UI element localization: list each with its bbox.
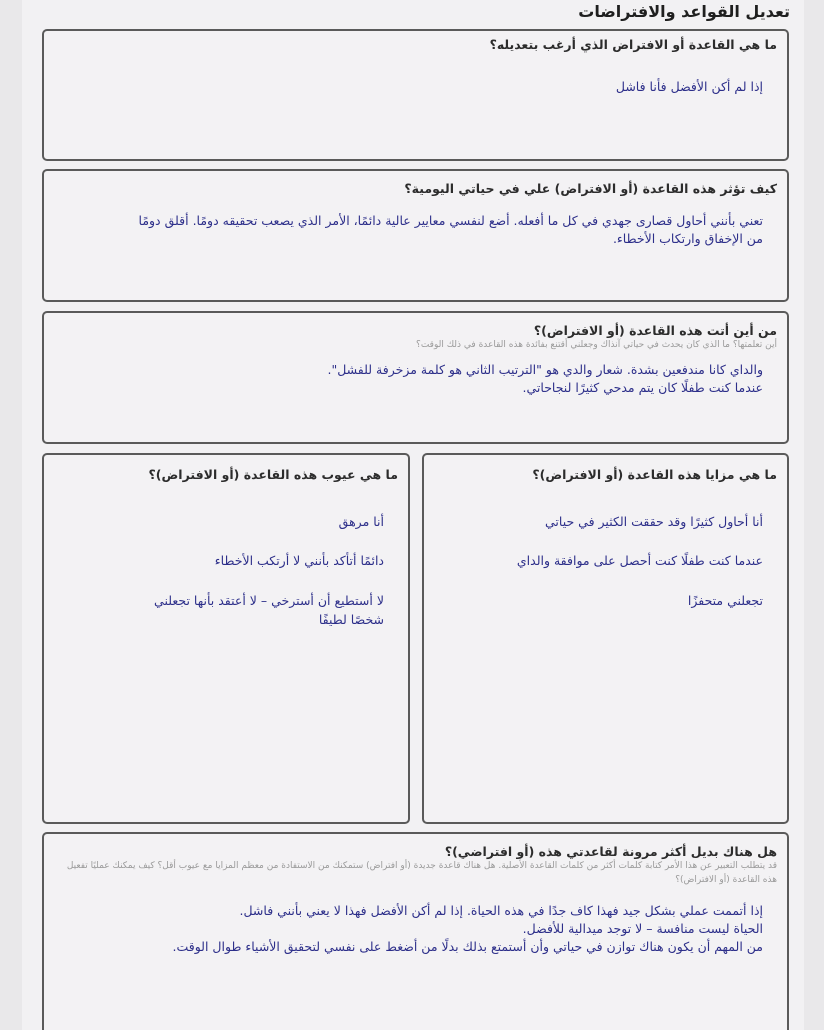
origin-answer[interactable] xyxy=(54,361,777,397)
effect-section xyxy=(42,169,789,302)
origin-answer-line: عندما كنت طفلًا كان يتم مدحي كثيرًا لنجاحاتي. xyxy=(522,380,763,396)
origin-answer-line: والداي كانا مندفعين بشدة. شعار والدي هو "الترتيب الثاني هو كلمة مزخرفة للفشل". xyxy=(327,361,763,377)
disadvantage-item: لا أستطيع أن أسترخي – لا أعتقد بأنها تجعلني شخصًا لطيفًا xyxy=(154,592,384,628)
alternative-answer-line: إذا أتممت عملي بشكل جيد فهذا كاف جدًا في هذه الحياة. إذا لم أكن الأفضل فهذا لا يعني بأنني فاشل. xyxy=(239,902,763,918)
effect-question: كيف تؤثر هذه القاعدة (أو الافتراض) علي في حياتي اليومية؟ xyxy=(404,181,777,196)
advantages-section xyxy=(422,453,789,824)
effect-answer-line: من الإخفاق وارتكاب الأخطاء. xyxy=(612,231,763,247)
disadvantages-question: ما هي عيوب هذه القاعدة (أو الافتراض)؟ xyxy=(148,467,398,482)
alternative-question: هل هناك بديل أكثر مرونة لقاعدتي هذه (أو افتراضي)؟ xyxy=(444,844,777,859)
disadvantage-item: دائمًا أتأكد بأنني لا أرتكب الأخطاء xyxy=(214,553,384,569)
advantage-item: تجعلني متحفزًا xyxy=(687,592,763,608)
origin-question: من أين أتت هذه القاعدة (أو الافتراض)؟ xyxy=(533,323,777,338)
origin-section xyxy=(42,311,789,444)
origin-hint: أين تعلمتها؟ ما الذي كان يحدث في حياتي آنذاك وجعلني أقتنع بفائدة هذه القاعدة في ذلك الوقت؟ xyxy=(416,340,777,350)
alternative-section xyxy=(42,832,789,1030)
advantage-item: عندما كنت طفلًا كنت أحصل على موافقة والداي xyxy=(516,553,763,569)
rule-section xyxy=(42,29,789,161)
alternative-answer[interactable] xyxy=(54,902,777,956)
disadvantages-list[interactable] xyxy=(138,512,398,630)
alternative-answer-line: الحياة ليست منافسة – لا توجد ميدالية للأفضل. xyxy=(522,921,763,936)
alternative-answer-line: من المهم أن يكون هناك توازن في حياتي وأن أستمتع بذلك بدلًا من أضغط على نفسي لتحقيق الأشياء طوال الوقت. xyxy=(172,939,763,955)
effect-answer-line: تعني بأنني أحاول قصارى جهدي في كل ما أفعله. أضع لنفسي معايير عالية دائمًا، الأمر الذي يصعب تحقيقه دومًا. أقلق دومًا xyxy=(138,213,763,228)
advantages-question: ما هي مزايا هذه القاعدة (أو الافتراض)؟ xyxy=(532,467,777,482)
disadvantages-section xyxy=(42,453,410,824)
advantage-item: أنا أحاول كثيرًا وقد حققت الكثير في حياتي xyxy=(544,514,763,529)
rule-question: ما هي القاعدة أو الافتراض الذي أرغب بتعديله؟ xyxy=(489,37,777,52)
page-title: تعديل القواعد والافتراضات xyxy=(578,2,790,21)
alternative-hint: قد يتطلب التعبير عن هذا الأمر كتابة كلمات أكثر من كلمات القاعدة الأصلية. هل هناك قاعدة جديدة (أو افتراض) ستمكنك من الاستفادة من معظم المزايا مع عيوب أقل؟ كيف يمكنك عمليًا تفعيل هذه القاعدة (أو الافتراض)؟ xyxy=(66,861,777,885)
rule-answer[interactable]: إذا لم أكن الأفضل فأنا فاشل xyxy=(615,79,763,94)
effect-answer[interactable] xyxy=(54,212,777,248)
disadvantage-item: أنا مرهق xyxy=(338,514,384,529)
advantages-list[interactable] xyxy=(434,512,777,610)
